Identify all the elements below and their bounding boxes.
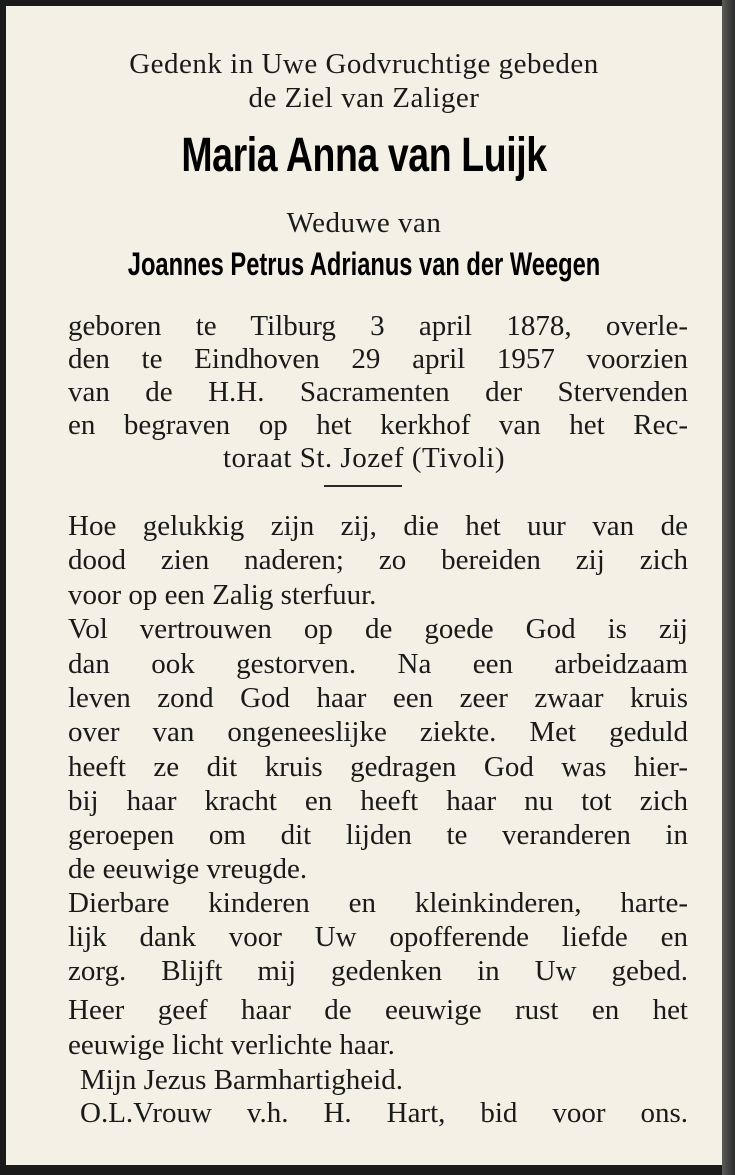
text-line: Vol vertrouwen op de goede God is zij	[68, 613, 688, 645]
biography-line: den te Eindhoven 29 april 1957 voorzien	[68, 343, 688, 375]
header-line-2: de Ziel van Zaliger	[248, 82, 480, 114]
text-line: leven zond God haar een zeer zwaar kruis	[68, 682, 688, 714]
spouse-name: Joannes Petrus Adrianus van der Weegen	[127, 246, 601, 282]
text-line: lijk dank voor Uw opofferende liefde en	[68, 921, 688, 953]
biography-line: en begraven op het kerkhof van het Rec-	[68, 409, 688, 441]
text-line: Mijn Jezus Barmhartigheid.	[80, 1064, 403, 1096]
text-line: geroepen om dit lijden te veranderen in	[68, 819, 688, 851]
relation-label: Weduwe van	[286, 207, 442, 239]
text-line: dan ook gestorven. Na een arbeidzaam	[68, 648, 688, 680]
text-line: O.L.Vrouw v.h. H. Hart, bid voor ons.	[80, 1097, 688, 1129]
text-line: over van ongeneeslijke ziekte. Met geduld	[68, 716, 688, 748]
text-line: Dierbare kinderen en kleinkinderen, harte-	[68, 887, 688, 919]
biography-line: geboren te Tilburg 3 april 1878, overle-	[68, 310, 688, 342]
text-line: heeft ze dit kruis gedragen God was hier-	[68, 751, 688, 783]
biography-line: van de H.H. Sacramenten der Stervenden	[68, 376, 688, 408]
text-line: de eeuwige vreugde.	[68, 853, 308, 885]
text-line: eeuwige licht verlichte haar.	[68, 1029, 395, 1061]
biography-line: toraat St. Jozef (Tivoli)	[222, 442, 506, 474]
deceased-name: Maria Anna van Luijk	[181, 129, 547, 182]
text-line: Heer geef haar de eeuwige rust en het	[68, 994, 688, 1026]
text-line: zorg. Blijft mij gedenken in Uw gebed.	[68, 955, 688, 987]
memorial-card	[6, 6, 722, 1165]
text-line: voor op een Zalig sterfuur.	[68, 579, 377, 611]
card-edge	[722, 0, 735, 1175]
text-line: bij haar kracht en heeft haar nu tot zich	[68, 785, 688, 817]
text-line: Hoe gelukkig zijn zij, die het uur van de	[68, 510, 688, 542]
header-line-1: Gedenk in Uwe Godvruchtige gebeden	[129, 48, 599, 80]
divider-rule	[324, 485, 402, 487]
text-line: dood zien naderen; zo bereiden zij zich	[68, 544, 688, 576]
